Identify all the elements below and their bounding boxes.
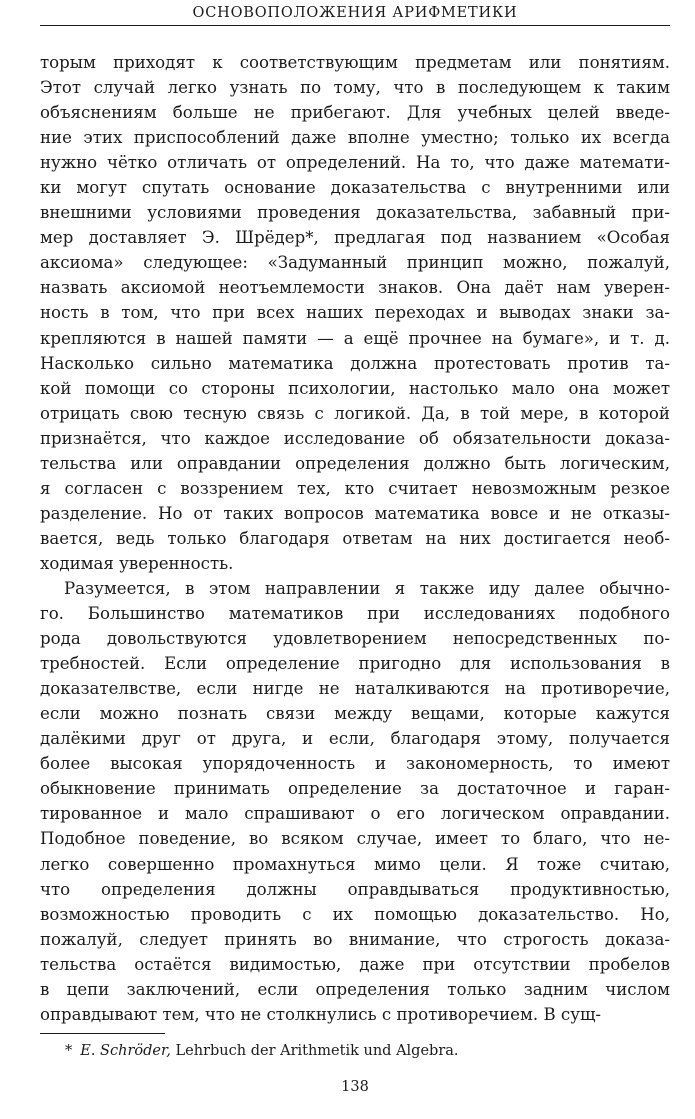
text-line: далёкими друг от друга, и если, благодаря этому, получается: [40, 729, 670, 749]
text-line: объяснениям больше не прибегают. Для учебных целей введе-: [40, 103, 670, 123]
page-number: 138: [341, 1079, 369, 1095]
footnote: [65, 1042, 459, 1060]
text-line: пожалуй, следует принять во внимание, что строгость доказа-: [40, 929, 670, 949]
header-rule: [40, 25, 670, 26]
text-line: ние этих приспособлений даже вполне уместно; только их всегда: [40, 128, 670, 148]
text-line: я согласен с воззрением тех, кто считает невозможным резкое: [40, 478, 670, 498]
text-line: ки могут спутать основание доказательства с внутренними или: [40, 178, 670, 198]
text-line: кой помощи со стороны психологии, настолько мало она может: [40, 378, 670, 398]
text-line: доказателвстве, если нигде не наталкиваются на противоречие,: [40, 679, 670, 699]
text-line: тированное и мало спрашивают о его логическом оправдании.: [40, 804, 670, 824]
text-line: легко совершенно промахнуться мимо цели. Я тоже считаю,: [40, 854, 670, 874]
text-line: Разумеется, в этом направлении я также иду далее обычно-: [64, 578, 670, 598]
footnote-title: Lehrbuch der Arithmetik und Algebra.: [175, 1043, 459, 1059]
text-line: внешними условиями проведения доказательства, забавный при-: [40, 203, 670, 223]
footnote-rule: [40, 1033, 165, 1034]
text-line: разделение. Но от таких вопросов математика вовсе и не отказы-: [40, 503, 670, 523]
text-line: ходимая уверенность.: [40, 553, 234, 573]
text-line: торым приходят к соответствующим предметам или понятиям.: [40, 53, 670, 72]
text-line: ность в том, что при всех наших переходах и выводах знаки за-: [40, 303, 670, 323]
running-head: ОСНОВОПОЛОЖЕНИЯ АРИФМЕТИКИ: [192, 5, 518, 21]
text-line: если можно познать связи между вещами, которые кажутся: [40, 704, 670, 724]
text-line: нужно чётко отличать от определений. На то, что даже математи-: [40, 153, 670, 173]
footnote-marker: *: [65, 1043, 73, 1059]
text-line: рода довольствуются удовлетворением непосредственных по-: [40, 629, 670, 649]
text-line: Этот случай легко узнать по тому, что в последующем к таким: [40, 78, 670, 98]
text-line: Насколько сильно математика должна протестовать против та-: [40, 353, 670, 373]
text-line: тельства или оправдании определения должно быть логическим,: [40, 453, 670, 473]
text-line: вается, ведь только благодаря ответам на них достигается необ-: [40, 528, 670, 548]
text-line: аксиома» следующее: «Задуманный принцип можно, пожалуй,: [40, 253, 670, 273]
text-line: в цепи заключений, если определения только задним числом: [40, 979, 670, 999]
text-line: требностей. Если определение пригодно для использования в: [40, 654, 670, 674]
text-line: назвать аксиомой неотъемлемости знаков. Она даёт нам уверен-: [40, 278, 670, 298]
text-line: возможностью проводить с их помощью доказательство. Но,: [40, 904, 670, 924]
text-line: оправдывают тем, что не столкнулись с противоречием. В сущ-: [40, 1004, 602, 1024]
text-line: го. Большинство математиков при исследованиях подобного: [40, 604, 670, 624]
text-line: мер доставляет Э. Шрёдер*, предлагая под названием «Особая: [40, 228, 670, 248]
text-line: крепляются в нашей памяти — а ещё прочнее на бумаге», и т. д.: [40, 328, 670, 348]
text-line: что определения должны оправдываться продуктивностью,: [40, 879, 670, 899]
body-text: [40, 50, 670, 1027]
text-line: признаётся, что каждое исследование об обязательности доказа-: [40, 428, 670, 448]
text-line: тельства остаётся видимостью, даже при отсутствии пробелов: [40, 954, 670, 974]
text-line: обыкновение принимать определение за достаточное и гаран-: [40, 779, 670, 799]
text-line: Подобное поведение, во всяком случае, имеет то благо, что не-: [40, 829, 670, 849]
text-line: более высокая упорядоченность и закономерность, то имеют: [40, 754, 670, 774]
book-page: [40, 0, 670, 1119]
text-line: отрицать свою тесную связь с логикой. Да, в той мере, в которой: [40, 403, 670, 423]
footnote-author: E. Schröder,: [80, 1043, 171, 1059]
